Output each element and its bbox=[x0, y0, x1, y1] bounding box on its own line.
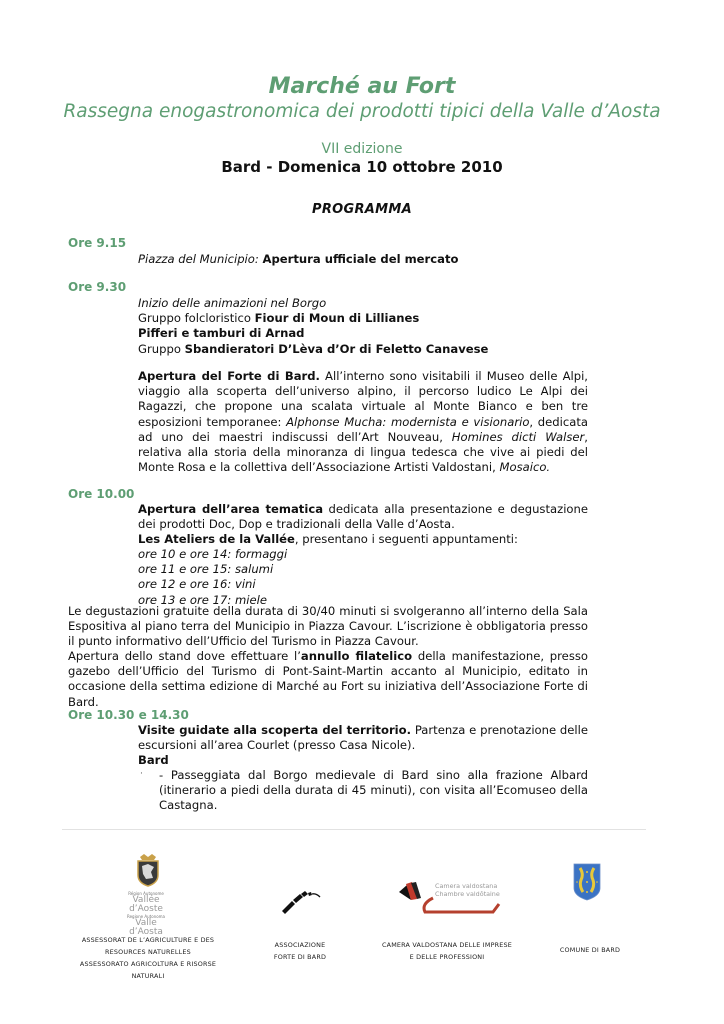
region-valle-aosta-logo: Région Autonome Vallée d’Aoste Regione Autonoma Valle d’Aosta bbox=[118, 853, 174, 913]
area-tematica-paragraph: Apertura dell’area tematica dedicata alla presentazione e degustazione dei prodotti Doc, Dop e tradizionali della Valle d’Aosta. bbox=[138, 502, 588, 532]
appointment-item: ore 13 e ore 17: miele bbox=[138, 592, 267, 607]
animations-block bbox=[138, 296, 588, 357]
time-heading-930: Ore 9.30 bbox=[68, 280, 127, 294]
region-coat-of-arms-icon bbox=[118, 853, 174, 887]
comune-di-bard-logo bbox=[572, 862, 602, 902]
appointment-item: ore 11 e ore 15: salumi bbox=[138, 562, 274, 577]
group-pifferi: Pifferi e tamburi di Arnad bbox=[138, 326, 305, 341]
footer-divider bbox=[62, 829, 646, 830]
camera-valdostana-logo: Camera valdostana Chambre valdôtaine bbox=[397, 880, 507, 918]
programma-heading: PROGRAMMA bbox=[312, 202, 412, 217]
degustazioni-paragraph: Le degustazioni gratuite della durata di 30/40 minuti si svolgeranno all’interno della Sala Espositiva al piano terra del Municipio in Piazza Cavour. L’iscrizione è obbligatoria presso il punto informativo dell’Ufficio del Turismo in Piazza Cavour. bbox=[68, 604, 588, 649]
document-subtitle: Rassegna enogastronomica dei prodotti tipici della Valle d’Aosta bbox=[63, 101, 661, 122]
bard-coat-of-arms-icon bbox=[572, 862, 602, 902]
animations-intro: Inizio delle animazioni nel Borgo bbox=[138, 296, 327, 310]
time-heading-1000: Ore 10.00 bbox=[68, 487, 135, 501]
forte-di-bard-logo bbox=[280, 884, 330, 914]
time-heading-1030-1430: Ore 10.30 e 14.30 bbox=[68, 708, 189, 722]
passeggiata-item: - Passeggiata dal Borgo medievale di Bard sino alla frazione Albard (itinerario a piedi della durata di 45 minuti), con visita all’Ecomuseo della Castagna. bbox=[159, 768, 588, 813]
footer-label-comune: COMUNE DI BARD bbox=[559, 946, 621, 954]
bullet-marker: · bbox=[140, 769, 143, 779]
appointment-item: ore 12 e ore 16: vini bbox=[138, 577, 256, 592]
document-title: Marché au Fort bbox=[268, 74, 456, 99]
forte-opening-paragraph: Apertura del Forte di Bard. All’interno sono visitabili il Museo delle Alpi, viaggio alla scoperta dell’universo alpino, il percorso ludico Le Alpi dei Ragazzi, che propone una scalata virtuale al Monte Bianco e ben tre esposizioni temporanee: Alphonse Mucha: modernista e visionario, dedicata ad uno dei maestri indiscussi dell’Art Nouveau, Homines dicti Walser, relativa alla storia della minoranza di lingua tedesca che vive ai piedi del Monte Rosa e la collettiva dell’Associazione Artisti Valdostani, Mosaico. bbox=[138, 369, 588, 475]
appointments-list bbox=[138, 547, 588, 608]
schedule-item-opening bbox=[138, 252, 588, 267]
forte-di-bard-mark-icon bbox=[280, 884, 330, 914]
group-sbandieratori: Gruppo Sbandieratori D’Lèva d’Or di Feletto Canavese bbox=[138, 341, 489, 356]
footer-label-camera: CAMERA VALDOSTANA DELLE IMPRESE E DELLE PROFESSIONI bbox=[381, 941, 512, 961]
annullo-paragraph: Apertura dello stand dove effettuare l’annullo filatelico della manifestazione, presso gazebo dell’Ufficio del Turismo di Pont-Saint-Martin accanto al Municipio, editato in occasione della settima edizione di Marché au Fort su iniziativa dell’Associazione Forte di Bard. bbox=[68, 649, 588, 709]
edition-label: VII edizione bbox=[321, 141, 403, 157]
group-folk: Gruppo folcloristico Fiour di Moun di Lillianes bbox=[138, 311, 420, 326]
bard-subheading: Bard bbox=[138, 753, 169, 767]
ateliers-line: Les Ateliers de la Vallée, presentano i seguenti appuntamenti: bbox=[138, 532, 518, 546]
footer-label-assessorat: ASSESSORAT DE L’AGRICULTURE E DES RESOURCES NATURELLES ASSESSORATO AGRICOLTURA E RISORSE NATURALI bbox=[79, 936, 217, 980]
footer-label-associazione: ASSOCIAZIONE FORTE DI BARD bbox=[273, 941, 327, 961]
time-heading-915: Ore 9.15 bbox=[68, 236, 127, 250]
visite-paragraph: Visite guidate alla scoperta del territorio. Partenza e prenotazione delle escursioni all’area Courlet (presso Casa Nicole). bbox=[138, 723, 588, 753]
appointment-item: ore 10 e ore 14: formaggi bbox=[138, 547, 288, 561]
event-label: Apertura ufficiale del mercato bbox=[262, 252, 459, 266]
event-date: Bard - Domenica 10 ottobre 2010 bbox=[221, 158, 503, 176]
place-label: Piazza del Municipio: bbox=[138, 252, 259, 266]
